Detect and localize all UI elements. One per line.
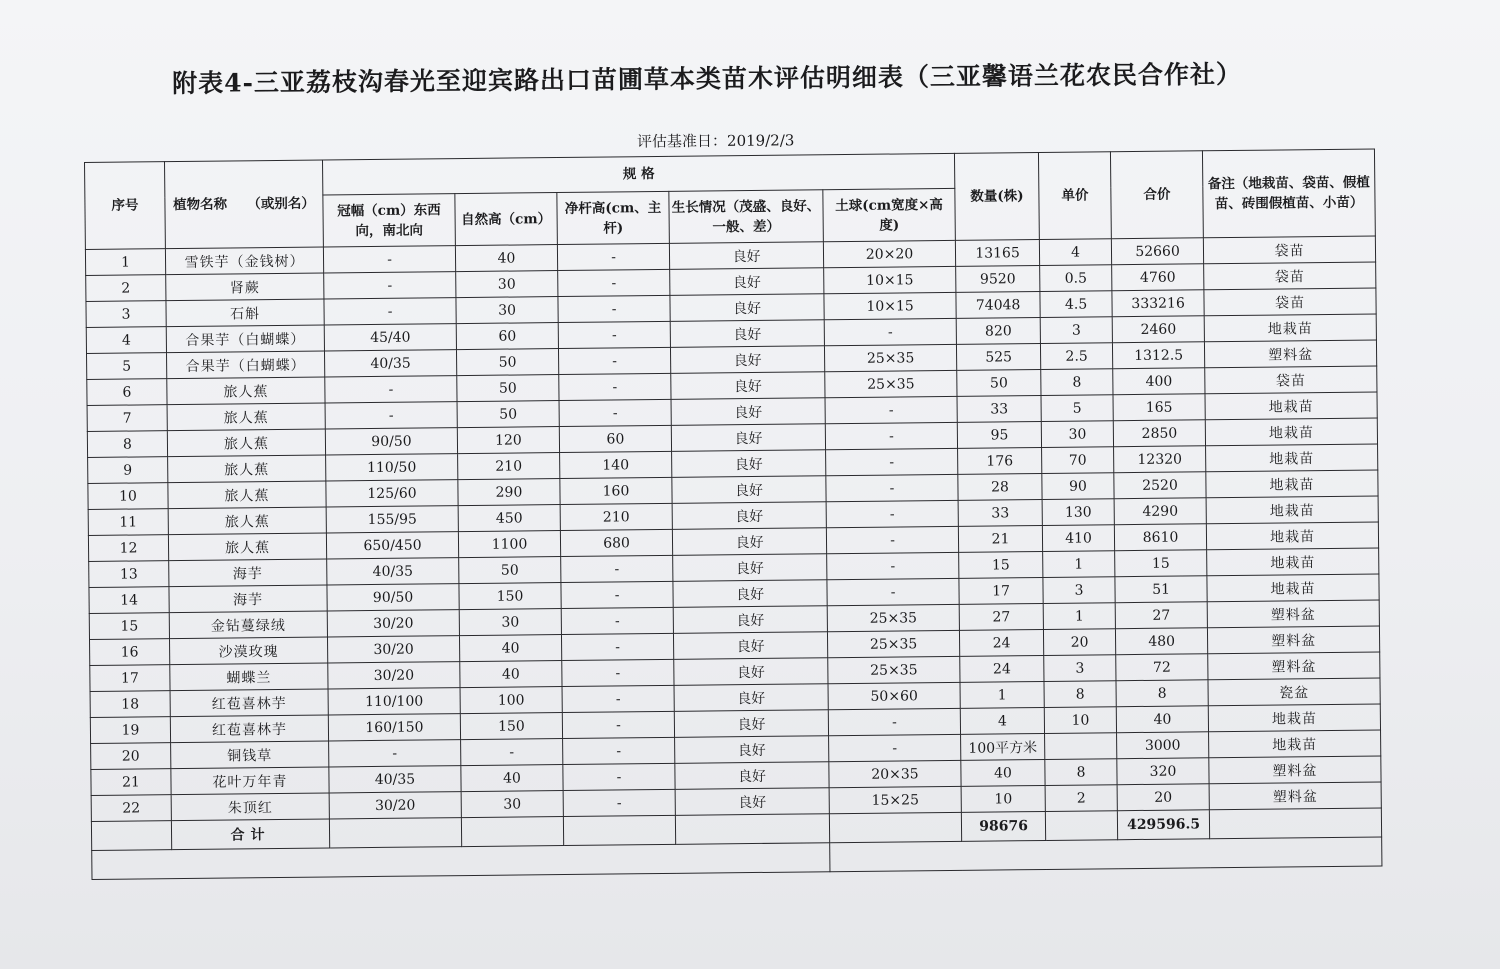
cell-crown: 110/50: [326, 454, 458, 481]
cell-unit-price: 5: [1041, 395, 1113, 422]
cell-total-price: 40: [1116, 706, 1208, 733]
cell-total-price: 333216: [1112, 290, 1204, 317]
cell-total-price: 165: [1113, 394, 1205, 421]
cell-unit-price: 3: [1043, 577, 1115, 604]
cell-height: 50: [456, 349, 558, 376]
cell-seq: 3: [86, 301, 166, 328]
cell-note: 地栽苗: [1205, 418, 1377, 446]
cell-quantity: 33: [958, 499, 1042, 526]
summary-seq-cell: [91, 821, 171, 851]
cell-height: 120: [457, 427, 559, 454]
cell-note: 塑料盆: [1208, 626, 1380, 654]
cell-height: 150: [460, 713, 562, 740]
cell-height: 100: [460, 687, 562, 714]
cell-growth: 良好: [671, 424, 825, 452]
cell-soil-ball: -: [829, 734, 961, 761]
cell-crown: 90/50: [327, 584, 459, 611]
appraisal-table-container: [84, 148, 1383, 879]
cell-unit-price: 20: [1044, 629, 1116, 656]
cell-plant-name: 沙漠玫瑰: [169, 637, 327, 665]
footer-right-cell: [830, 837, 1382, 872]
table-body: [85, 236, 1381, 821]
cell-note: 袋苗: [1203, 236, 1375, 264]
cell-total-price: 3000: [1117, 732, 1209, 759]
cell-height: 40: [461, 765, 563, 792]
cell-plant-name: 蝴蝶兰: [170, 663, 328, 691]
cell-plant-name: 金钻蔓绿绒: [169, 611, 327, 639]
cell-note: 地栽苗: [1206, 496, 1378, 524]
cell-crown: 30/20: [327, 636, 459, 663]
cell-crown: 30/20: [329, 792, 461, 819]
document-title: 附表4-三亚荔枝沟春光至迎宾路出口苗圃草本类苗木评估明细表（三亚馨语兰花农民合作社）: [172, 59, 1243, 98]
header-seq: 序号: [85, 162, 166, 250]
cell-stem-height: -: [561, 581, 673, 608]
cell-crown: 30/20: [327, 610, 459, 637]
cell-seq: 15: [89, 613, 169, 640]
cell-soil-ball: -: [825, 422, 957, 449]
summary-empty-cell: [461, 817, 563, 847]
cell-plant-name: 红苞喜林芋: [170, 689, 328, 717]
cell-crown: 30/20: [328, 662, 460, 689]
cell-plant-name: 旅人蕉: [167, 429, 325, 457]
header-growth: 生长情况（茂盛、良好、一般、差）: [669, 190, 824, 244]
cell-plant-name: 雪铁芋（金钱树）: [165, 247, 323, 275]
cell-seq: 13: [89, 561, 169, 588]
header-price: 单价: [1039, 152, 1112, 240]
cell-plant-name: 朱顶红: [171, 793, 329, 821]
cell-seq: 1: [85, 249, 165, 276]
cell-stem-height: -: [559, 373, 671, 400]
cell-crown: 125/60: [326, 480, 458, 507]
cell-stem-height: 680: [560, 529, 672, 556]
cell-unit-price: 1: [1043, 603, 1115, 630]
cell-soil-ball: -: [824, 318, 956, 345]
cell-crown: -: [323, 246, 455, 273]
cell-crown: -: [324, 272, 456, 299]
cell-height: 30: [459, 609, 561, 636]
cell-total-price: 52660: [1111, 238, 1203, 265]
cell-stem-height: -: [558, 269, 670, 296]
cell-soil-ball: 25×35: [824, 344, 956, 371]
cell-total-price: 2520: [1114, 472, 1206, 499]
cell-total-price: 4290: [1114, 498, 1206, 525]
cell-seq: 21: [91, 769, 171, 796]
cell-quantity: 820: [956, 317, 1040, 344]
cell-seq: 5: [87, 353, 167, 380]
cell-growth: 良好: [671, 372, 825, 400]
cell-soil-ball: 50×60: [828, 682, 960, 709]
cell-soil-ball: -: [828, 708, 960, 735]
cell-stem-height: 210: [560, 503, 672, 530]
cell-quantity: 525: [957, 343, 1041, 370]
cell-growth: 良好: [673, 606, 827, 634]
cell-plant-name: 旅人蕉: [168, 533, 326, 561]
cell-total-price: 51: [1115, 576, 1207, 603]
cell-seq: 11: [88, 509, 168, 536]
cell-note: 地栽苗: [1209, 730, 1381, 758]
cell-soil-ball: 25×35: [827, 604, 959, 631]
cell-growth: 良好: [672, 476, 826, 504]
cell-quantity: 50: [957, 369, 1041, 396]
cell-unit-price: 90: [1042, 473, 1114, 500]
cell-crown: 650/450: [326, 532, 458, 559]
cell-seq: 7: [87, 405, 167, 432]
cell-total-price: 400: [1113, 368, 1205, 395]
cell-note: 塑料盆: [1209, 782, 1381, 810]
cell-quantity: 1: [960, 681, 1044, 708]
summary-total: 429596.5: [1117, 810, 1209, 840]
cell-unit-price: 2.5: [1041, 343, 1113, 370]
cell-plant-name: 花叶万年青: [171, 767, 329, 795]
cell-quantity: 9520: [956, 265, 1040, 292]
summary-qty: 98676: [961, 811, 1045, 841]
cell-note: 塑料盆: [1208, 652, 1380, 680]
cell-growth: 良好: [670, 346, 824, 374]
header-stem: 净杆高(cm、主杆): [557, 191, 670, 244]
cell-seq: 12: [88, 535, 168, 562]
cell-quantity: 95: [957, 421, 1041, 448]
cell-height: -: [461, 739, 563, 766]
cell-crown: 160/150: [328, 714, 460, 741]
cell-unit-price: 2: [1045, 785, 1117, 812]
cell-note: 地栽苗: [1208, 704, 1380, 732]
cell-height: 1100: [458, 531, 560, 558]
cell-quantity: 33: [957, 395, 1041, 422]
cell-stem-height: -: [563, 763, 675, 790]
summary-empty-cell: [1209, 808, 1381, 839]
appraisal-table: [84, 148, 1383, 879]
cell-note: 地栽苗: [1207, 548, 1379, 576]
cell-unit-price: 4: [1039, 239, 1111, 266]
cell-stem-height: 140: [560, 451, 672, 478]
cell-soil-ball: -: [825, 396, 957, 423]
cell-total-price: 8610: [1114, 524, 1206, 551]
cell-total-price: 2850: [1113, 420, 1205, 447]
cell-total-price: 480: [1116, 628, 1208, 655]
cell-unit-price: 4.5: [1040, 291, 1112, 318]
header-height: 自然高（cm）: [455, 193, 558, 246]
cell-note: 地栽苗: [1205, 392, 1377, 420]
cell-crown: -: [325, 376, 457, 403]
cell-soil-ball: 20×35: [829, 760, 961, 787]
cell-soil-ball: 10×15: [824, 292, 956, 319]
cell-soil-ball: -: [827, 552, 959, 579]
cell-growth: 良好: [670, 320, 824, 348]
header-crown: 冠幅（cm）东西向，南北向: [323, 194, 456, 247]
cell-seq: 22: [91, 795, 171, 822]
cell-unit-price: 1: [1043, 551, 1115, 578]
cell-soil-ball: 25×35: [825, 370, 957, 397]
cell-quantity: 21: [958, 525, 1042, 552]
cell-height: 50: [457, 401, 559, 428]
cell-total-price: 1312.5: [1113, 342, 1205, 369]
cell-height: 60: [456, 323, 558, 350]
cell-note: 袋苗: [1204, 288, 1376, 316]
cell-height: 30: [456, 271, 558, 298]
cell-height: 30: [456, 297, 558, 324]
cell-height: 50: [459, 557, 561, 584]
cell-height: 210: [458, 453, 560, 480]
cell-total-price: 4760: [1112, 264, 1204, 291]
cell-growth: 良好: [672, 502, 826, 530]
cell-growth: 良好: [669, 242, 823, 270]
cell-soil-ball: -: [827, 578, 959, 605]
cell-quantity: 24: [960, 655, 1044, 682]
cell-plant-name: 海芋: [169, 585, 327, 613]
cell-seq: 2: [86, 275, 166, 302]
cell-total-price: 72: [1116, 654, 1208, 681]
cell-soil-ball: 25×35: [827, 630, 959, 657]
cell-plant-name: 旅人蕉: [167, 377, 325, 405]
cell-plant-name: 旅人蕉: [168, 481, 326, 509]
cell-seq: 17: [90, 665, 170, 692]
cell-plant-name: 铜钱草: [171, 741, 329, 769]
cell-stem-height: -: [562, 711, 674, 738]
cell-note: 瓷盆: [1208, 678, 1380, 706]
cell-crown: -: [324, 298, 456, 325]
cell-growth: 良好: [670, 294, 824, 322]
cell-growth: 良好: [673, 554, 827, 582]
cell-stem-height: -: [558, 295, 670, 322]
cell-height: 450: [458, 505, 560, 532]
cell-crown: 155/95: [326, 506, 458, 533]
cell-plant-name: 海芋: [169, 559, 327, 587]
cell-quantity: 24: [960, 629, 1044, 656]
cell-total-price: 8: [1116, 680, 1208, 707]
cell-seq: 18: [90, 691, 170, 718]
header-name: 植物名称 （或别名）: [165, 160, 324, 249]
cell-seq: 4: [86, 327, 166, 354]
cell-plant-name: 石斛: [166, 299, 324, 327]
cell-unit-price: 3: [1044, 655, 1116, 682]
cell-stem-height: -: [558, 347, 670, 374]
cell-stem-height: 60: [559, 425, 671, 452]
cell-plant-name: 红苞喜林芋: [170, 715, 328, 743]
cell-quantity: 40: [961, 759, 1045, 786]
cell-growth: 良好: [674, 710, 828, 738]
cell-unit-price: 410: [1042, 525, 1114, 552]
cell-note: 地栽苗: [1207, 574, 1379, 602]
cell-crown: 40/35: [327, 558, 459, 585]
cell-stem-height: -: [559, 399, 671, 426]
cell-height: 40: [460, 661, 562, 688]
cell-stem-height: -: [561, 607, 673, 634]
cell-stem-height: -: [561, 555, 673, 582]
cell-note: 塑料盆: [1209, 756, 1381, 784]
cell-note: 塑料盆: [1207, 600, 1379, 628]
header-ball: 土球(cm宽度×高度): [823, 188, 956, 241]
cell-seq: 8: [87, 431, 167, 458]
cell-height: 290: [458, 479, 560, 506]
cell-stem-height: -: [562, 685, 674, 712]
cell-quantity: 15: [959, 551, 1043, 578]
cell-total-price: 27: [1115, 602, 1207, 629]
valuation-date: 评估基准日：2019/2/3: [636, 131, 795, 151]
cell-note: 地栽苗: [1206, 470, 1378, 498]
cell-growth: 良好: [674, 658, 828, 686]
cell-crown: 40/35: [324, 350, 456, 377]
cell-plant-name: 旅人蕉: [168, 507, 326, 535]
cell-seq: 19: [90, 717, 170, 744]
cell-note: 塑料盆: [1205, 340, 1377, 368]
cell-unit-price: 130: [1042, 499, 1114, 526]
cell-crown: 110/100: [328, 688, 460, 715]
cell-quantity: 17: [959, 577, 1043, 604]
header-qty: 数量(株): [955, 153, 1040, 241]
cell-plant-name: 肾蕨: [166, 273, 324, 301]
cell-unit-price: 70: [1042, 447, 1114, 474]
cell-growth: 良好: [673, 632, 827, 660]
cell-note: 袋苗: [1205, 366, 1377, 394]
cell-quantity: 4: [960, 707, 1044, 734]
cell-quantity: 27: [959, 603, 1043, 630]
cell-quantity: 100平方米: [961, 733, 1045, 760]
cell-height: 40: [459, 635, 561, 662]
cell-quantity: 13165: [955, 239, 1039, 266]
summary-empty-cell: [1045, 811, 1117, 841]
cell-soil-ball: 10×15: [824, 266, 956, 293]
cell-note: 袋苗: [1204, 262, 1376, 290]
cell-height: 40: [455, 245, 557, 272]
cell-unit-price: [1045, 733, 1117, 760]
cell-crown: 40/35: [329, 766, 461, 793]
cell-stem-height: 160: [560, 477, 672, 504]
cell-growth: 良好: [675, 762, 829, 790]
cell-quantity: 10: [961, 785, 1045, 812]
cell-unit-price: 8: [1041, 369, 1113, 396]
cell-total-price: 15: [1115, 550, 1207, 577]
cell-unit-price: 3: [1040, 317, 1112, 344]
cell-unit-price: 30: [1041, 421, 1113, 448]
cell-growth: 良好: [672, 528, 826, 556]
summary-empty-cell: [675, 814, 829, 845]
cell-stem-height: -: [562, 659, 674, 686]
cell-plant-name: 合果芋（白蝴蝶）: [167, 351, 325, 379]
cell-note: 地栽苗: [1204, 314, 1376, 342]
header-total: 合价: [1111, 151, 1204, 239]
cell-crown: -: [325, 402, 457, 429]
cell-crown: 45/40: [324, 324, 456, 351]
cell-crown: -: [329, 740, 461, 767]
cell-total-price: 20: [1117, 784, 1209, 811]
summary-empty-cell: [563, 815, 675, 845]
cell-growth: 良好: [671, 398, 825, 426]
cell-height: 50: [457, 375, 559, 402]
cell-growth: 良好: [673, 580, 827, 608]
cell-height: 30: [461, 791, 563, 818]
cell-height: 150: [459, 583, 561, 610]
cell-growth: 良好: [670, 268, 824, 296]
cell-unit-price: 8: [1044, 681, 1116, 708]
cell-quantity: 176: [958, 447, 1042, 474]
cell-quantity: 74048: [956, 291, 1040, 318]
summary-empty-cell: [329, 818, 461, 848]
summary-empty-cell: [829, 812, 961, 842]
cell-plant-name: 旅人蕉: [168, 455, 326, 483]
cell-total-price: 320: [1117, 758, 1209, 785]
cell-total-price: 2460: [1112, 316, 1204, 343]
cell-soil-ball: 15×25: [829, 786, 961, 813]
cell-stem-height: -: [563, 737, 675, 764]
cell-seq: 9: [88, 457, 168, 484]
cell-note: 地栽苗: [1206, 444, 1378, 472]
cell-plant-name: 合果芋（白蝴蝶）: [166, 325, 324, 353]
cell-stem-height: -: [561, 633, 673, 660]
cell-unit-price: 10: [1044, 707, 1116, 734]
cell-growth: 良好: [675, 788, 829, 816]
cell-unit-price: 0.5: [1040, 265, 1112, 292]
cell-soil-ball: 25×35: [828, 656, 960, 683]
header-spec: 规 格: [322, 153, 954, 195]
header-note: 备注（地栽苗、袋苗、假植苗、砖围假植苗、小苗）: [1203, 149, 1376, 238]
cell-plant-name: 旅人蕉: [167, 403, 325, 431]
cell-stem-height: -: [557, 243, 669, 270]
cell-growth: 良好: [674, 684, 828, 712]
cell-crown: 90/50: [325, 428, 457, 455]
cell-seq: 10: [88, 483, 168, 510]
cell-total-price: 12320: [1114, 446, 1206, 473]
cell-soil-ball: -: [826, 448, 958, 475]
summary-label: 合计: [171, 819, 329, 850]
cell-stem-height: -: [558, 321, 670, 348]
cell-seq: 14: [89, 587, 169, 614]
cell-growth: 良好: [672, 450, 826, 478]
cell-soil-ball: -: [826, 474, 958, 501]
cell-stem-height: -: [563, 789, 675, 816]
cell-note: 地栽苗: [1206, 522, 1378, 550]
cell-unit-price: 8: [1045, 759, 1117, 786]
cell-soil-ball: 20×20: [823, 240, 955, 267]
cell-soil-ball: -: [826, 526, 958, 553]
cell-seq: 16: [90, 639, 170, 666]
cell-growth: 良好: [675, 736, 829, 764]
cell-soil-ball: -: [826, 500, 958, 527]
cell-seq: 6: [87, 379, 167, 406]
cell-seq: 20: [91, 743, 171, 770]
cell-quantity: 28: [958, 473, 1042, 500]
